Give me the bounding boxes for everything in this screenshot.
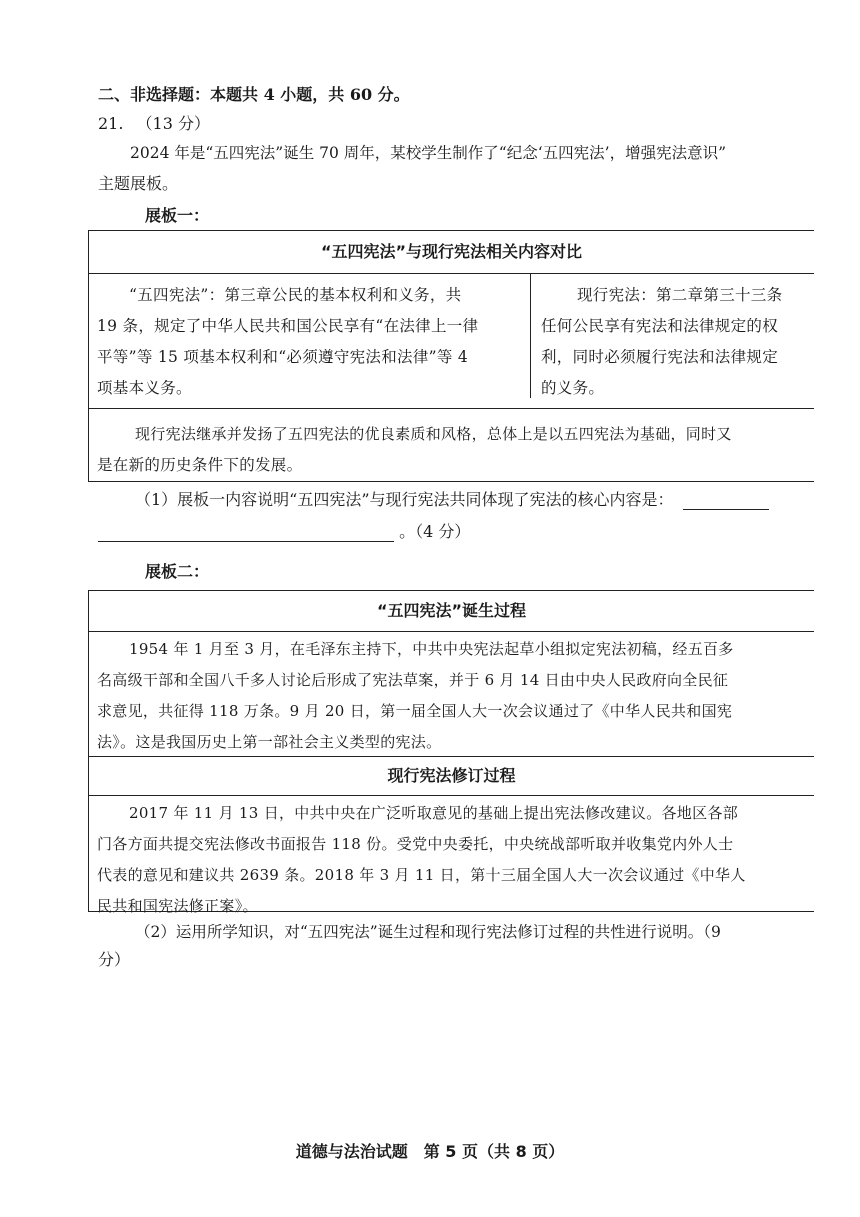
question-number xyxy=(98,114,210,134)
answer-blank-1[interactable] xyxy=(683,491,769,510)
board2-birth-line-3: 求意见，共征得 118 万条。9 月 20 日，第一届全国人大一次会议通过了《中华人民共和国宪 xyxy=(97,702,733,720)
board2-table xyxy=(88,590,814,915)
sub-question-1-text: （1）展板一内容说明“五四宪法”与现行宪法共同体现了宪法的核心内容是： xyxy=(135,490,674,509)
question-number-label: 21. xyxy=(98,114,124,133)
sub-question-2-line-1: （2）运用所学知识，对“五四宪法”诞生过程和现行宪法修订过程的共性进行说明。（9 xyxy=(135,923,721,941)
board2-revision-line-4: 民共和国宪法修正案》。 xyxy=(97,897,258,915)
sub-question-1-points: 。（4 分） xyxy=(399,522,471,541)
board2-title-birth: “五四宪法”诞生过程 xyxy=(89,591,814,632)
board1-left-cell xyxy=(97,280,527,404)
board2-revision-line-1: 2017 年 11 月 13 日，中共中央在广泛听取意见的基础上提出宪法修改建议。各地区各部 xyxy=(129,804,738,822)
page-footer: 道德与法治试题 第 5 页（共 8 页） xyxy=(295,1142,565,1161)
board2-birth-line-2: 名高级干部和全国八千多人讨论后形成了宪法草案，并于 6 月 14 日由中央人民政府向全民征 xyxy=(97,671,729,689)
board1-summary xyxy=(89,409,814,481)
board2-birth-line-1: 1954 年 1 月至 3 月，在毛泽东主持下，中共中央宪法起草小组拟定宪法初稿，经五百多 xyxy=(129,640,734,658)
sub-question-2-line-2: 分） xyxy=(98,950,131,969)
board1-right-line-4: 的义务。 xyxy=(541,379,605,397)
board1-label: 展板一： xyxy=(145,206,210,225)
board1-title: “五四宪法”与现行宪法相关内容对比 xyxy=(89,231,814,274)
board1-left-line-4: 项基本义务。 xyxy=(97,379,192,397)
board1-table xyxy=(88,230,814,482)
sub-question-1-line-2 xyxy=(98,522,470,542)
question-intro-line-1: 2024 年是“五四宪法”诞生 70 周年，某校学生制作了“纪念‘五四宪法’，增强宪法意识” xyxy=(130,144,727,162)
board2-label: 展板二： xyxy=(145,562,210,581)
board1-right-line-2: 任何公民享有宪法和法律规定的权 xyxy=(541,317,779,335)
board2-birth-paragraph xyxy=(89,632,814,757)
board1-left-line-2: 19 条，规定了中华人民共和国公民享有“在法律上一律 xyxy=(97,317,479,335)
board2-birth-line-4: 法》。这是我国历史上第一部社会主义类型的宪法。 xyxy=(97,733,442,751)
board2-revision-paragraph xyxy=(89,796,814,922)
section-title: 二、非选择题：本题共 4 小题，共 60 分。 xyxy=(98,85,410,104)
board1-right-line-1: 现行宪法：第二章第三十三条 xyxy=(577,286,783,304)
question-intro-line-2: 主题展板。 xyxy=(98,174,179,193)
board1-column-divider xyxy=(530,274,531,398)
board2-title-revision: 现行宪法修订过程 xyxy=(89,757,814,796)
board1-right-line-3: 利，同时必须履行宪法和法律规定 xyxy=(541,348,779,366)
board1-summary-line-1: 现行宪法继承并发扬了五四宪法的优良素质和风格，总体上是以五四宪法为基础，同时又 xyxy=(135,425,732,443)
board2-revision-line-2: 门各方面共提交宪法修改书面报告 118 份。受党中央委托，中央统战部听取并收集党内外人士 xyxy=(97,835,734,853)
board2-revision-line-3: 代表的意见和建议共 2639 条。2018 年 3 月 11 日，第十三届全国人大一次会议通过《中华人 xyxy=(97,866,746,884)
board1-right-cell xyxy=(541,280,813,404)
board1-left-line-3: 平等”等 15 项基本权利和“必须遵守宪法和法律”等 4 xyxy=(97,348,469,366)
sub-question-1-line-1 xyxy=(135,490,769,510)
question-points: （13 分） xyxy=(136,114,210,133)
board1-summary-line-2: 是在新的历史条件下的发展。 xyxy=(97,456,303,474)
board1-compare-row xyxy=(89,274,814,409)
board1-left-line-1: “五四宪法”：第三章公民的基本权利和义务，共 xyxy=(129,286,462,304)
answer-blank-1-continued[interactable] xyxy=(98,523,394,542)
